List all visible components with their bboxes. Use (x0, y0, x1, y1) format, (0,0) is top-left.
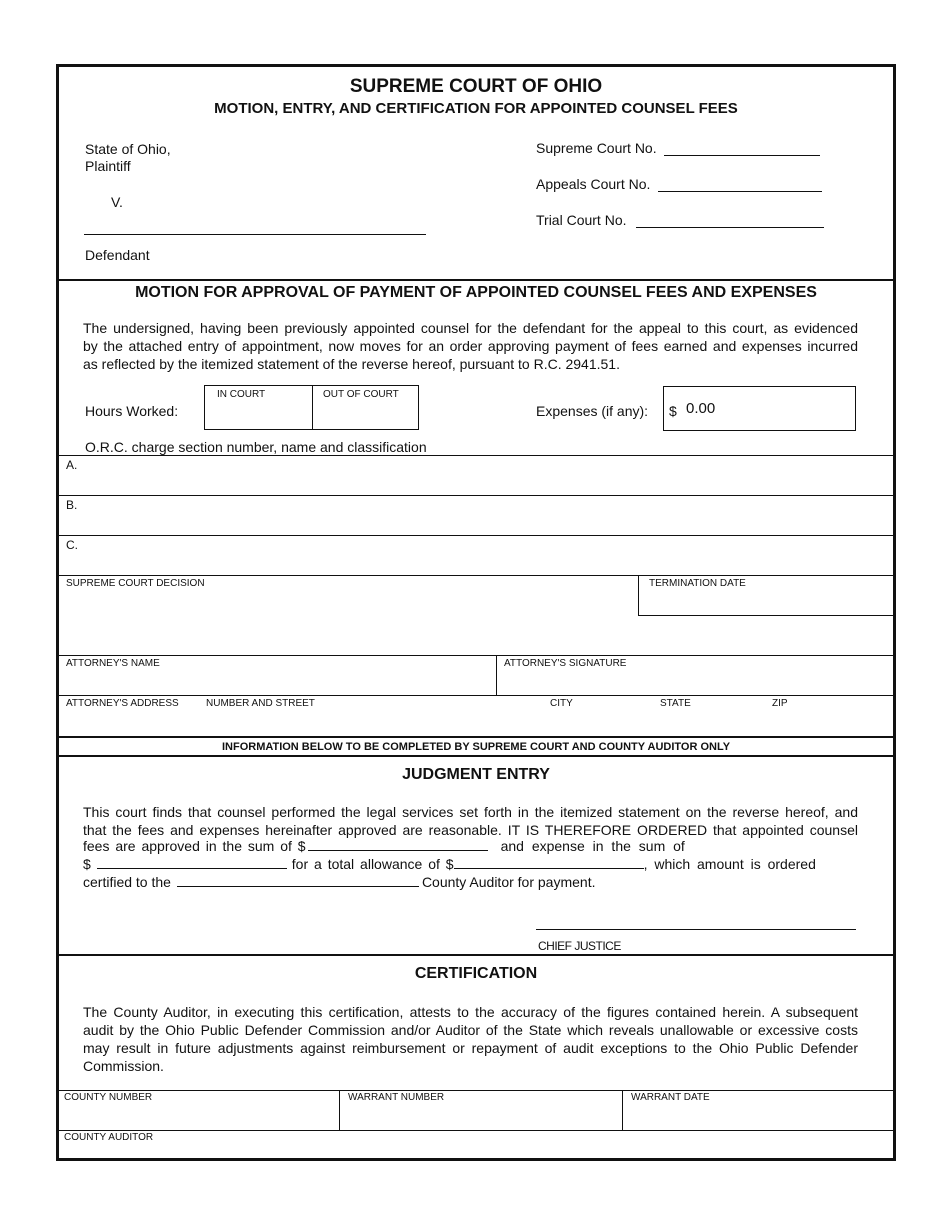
expenses-field[interactable] (663, 386, 856, 431)
county-auditor-line (56, 1130, 896, 1131)
judgment-fees-label: fees are approved in the sum of $ (83, 838, 306, 854)
appeals-court-no-label: Appeals Court No. (536, 176, 651, 192)
attorney-divider (496, 655, 497, 695)
motion-text-line-2: by the attached entry of appointment, now moves for an order approving payment of fees earned and expenses incurred (83, 338, 858, 354)
orc-label: O.R.C. charge section number, name and classification (85, 439, 427, 455)
attorney-signature-label[interactable]: ATTORNEY'S SIGNATURE (504, 658, 627, 669)
chief-justice-signature-line[interactable] (536, 929, 856, 930)
supreme-court-decision-label[interactable]: SUPREME COURT DECISION (66, 578, 205, 589)
judgment-expense-label: and expense in the sum of (500, 838, 685, 854)
charge-a-line (56, 455, 896, 456)
notice-top-line (56, 736, 896, 738)
charge-b-label[interactable]: B. (66, 498, 78, 512)
judgment-line-1: This court finds that counsel performed the legal services set forth in the itemized statement on the reverse hereof, and (83, 804, 858, 820)
zip-label: ZIP (772, 698, 788, 709)
attorney-name-line (56, 655, 896, 656)
expense-amount-field[interactable] (97, 867, 287, 869)
decision-divider (638, 575, 639, 615)
chief-justice-label: CHIEF JUSTICE (538, 939, 621, 953)
plaintiff-label: Plaintiff (85, 158, 131, 174)
warrant-date-divider (622, 1090, 623, 1130)
certification-line-3: may result in future adjustments against reimbursement or repayment of audit exceptions to the Ohio Public Defender (83, 1040, 858, 1056)
plaintiff-name: State of Ohio, (85, 141, 171, 157)
motion-heading: MOTION FOR APPROVAL OF PAYMENT OF APPOINTED COUNSEL FEES AND EXPENSES (135, 284, 817, 301)
certification-text (83, 1003, 858, 1075)
judgment-certified-label: certified to the (83, 874, 171, 890)
divider-certification (56, 954, 896, 956)
judgment-line-2: that the fees and expenses hereinafter approved are reasonable. IT IS THEREFORE ORDERED that appointed counsel (83, 822, 858, 838)
judgment-ordered-label: , which amount is ordered (643, 856, 816, 872)
total-allowance-field[interactable] (454, 867, 644, 869)
charge-c-label[interactable]: C. (66, 538, 78, 552)
in-court-label: IN COURT (217, 389, 266, 400)
city-label: CITY (550, 698, 573, 709)
notice-bottom-line (56, 755, 896, 757)
expenses-value: 0.00 (686, 400, 716, 417)
defendant-label: Defendant (85, 247, 150, 263)
in-court-hours-field[interactable] (204, 385, 313, 430)
charge-b-line (56, 495, 896, 496)
decision-line (56, 575, 896, 576)
versus-label: V. (111, 194, 123, 210)
divider-caption (56, 279, 896, 281)
certification-heading: CERTIFICATION (414, 965, 538, 982)
expenses-currency: $ (669, 403, 677, 419)
termination-date-label[interactable]: TERMINATION DATE (649, 578, 746, 589)
supreme-court-no-label: Supreme Court No. (536, 140, 657, 156)
judgment-county-auditor-label: County Auditor for payment. (421, 874, 596, 890)
warrant-number-divider (339, 1090, 340, 1130)
judgment-heading: JUDGMENT ENTRY (402, 766, 550, 783)
trial-court-no-label: Trial Court No. (536, 212, 627, 228)
number-street-label: NUMBER AND STREET (206, 698, 315, 709)
certification-line-2: audit by the Ohio Public Defender Commission and/or Auditor of the State which reveals unallowable or excessive costs (83, 1022, 858, 1038)
out-of-court-label: OUT OF COURT (323, 389, 399, 400)
judgment-line-4 (83, 856, 858, 872)
warrant-number-label[interactable]: WARRANT NUMBER (348, 1092, 445, 1103)
hours-worked-label: Hours Worked: (85, 403, 179, 419)
notice-text: INFORMATION BELOW TO BE COMPLETED BY SUPREME COURT AND COUNTY AUDITOR ONLY (221, 741, 731, 753)
judgment-total-label: for a total allowance of $ (291, 856, 454, 872)
form-frame (56, 64, 896, 1161)
judgment-dollar-sign: $ (83, 856, 91, 872)
warrant-date-label[interactable]: WARRANT DATE (631, 1092, 710, 1103)
certification-line-1: The County Auditor, in executing this certification, attests to the accuracy of the figures contained herein. A subsequent (83, 1004, 858, 1020)
appeals-court-no-field[interactable] (658, 191, 822, 192)
form-title: SUPREME COURT OF OHIO (349, 76, 603, 97)
charge-a-label[interactable]: A. (66, 458, 78, 472)
county-name-field[interactable] (177, 885, 419, 887)
county-number-line (56, 1090, 896, 1091)
judgment-line-5 (83, 874, 595, 890)
attorney-address-label[interactable]: ATTORNEY'S ADDRESS (66, 698, 179, 709)
judgment-text (83, 803, 858, 839)
attorney-address-line (56, 695, 896, 696)
trial-court-no-field[interactable] (636, 227, 824, 228)
expenses-label: Expenses (if any): (536, 403, 649, 419)
judgment-line-3 (83, 838, 685, 854)
supreme-court-no-field[interactable] (664, 155, 820, 156)
charge-c-line (56, 535, 896, 536)
attorney-name-label[interactable]: ATTORNEY'S NAME (66, 658, 160, 669)
state-label: STATE (660, 698, 691, 709)
motion-text-line-1: The undersigned, having been previously appointed counsel for the defendant for the appeal to this court, as evidenced (83, 320, 858, 336)
county-auditor-label[interactable]: COUNTY AUDITOR (64, 1132, 154, 1143)
county-number-label[interactable]: COUNTY NUMBER (64, 1092, 153, 1103)
certification-line-4: Commission. (83, 1058, 164, 1074)
motion-text (83, 319, 858, 373)
decision-bottom-line (638, 615, 896, 616)
form-subtitle: MOTION, ENTRY, AND CERTIFICATION FOR APPOINTED COUNSEL FEES (214, 100, 738, 117)
motion-text-line-3: as reflected by the itemized statement of the reverse hereof, pursuant to R.C. 2941.51. (83, 356, 620, 372)
fees-amount-field[interactable] (308, 849, 488, 851)
out-of-court-hours-field[interactable] (312, 385, 419, 430)
defendant-name-line[interactable] (84, 234, 426, 235)
